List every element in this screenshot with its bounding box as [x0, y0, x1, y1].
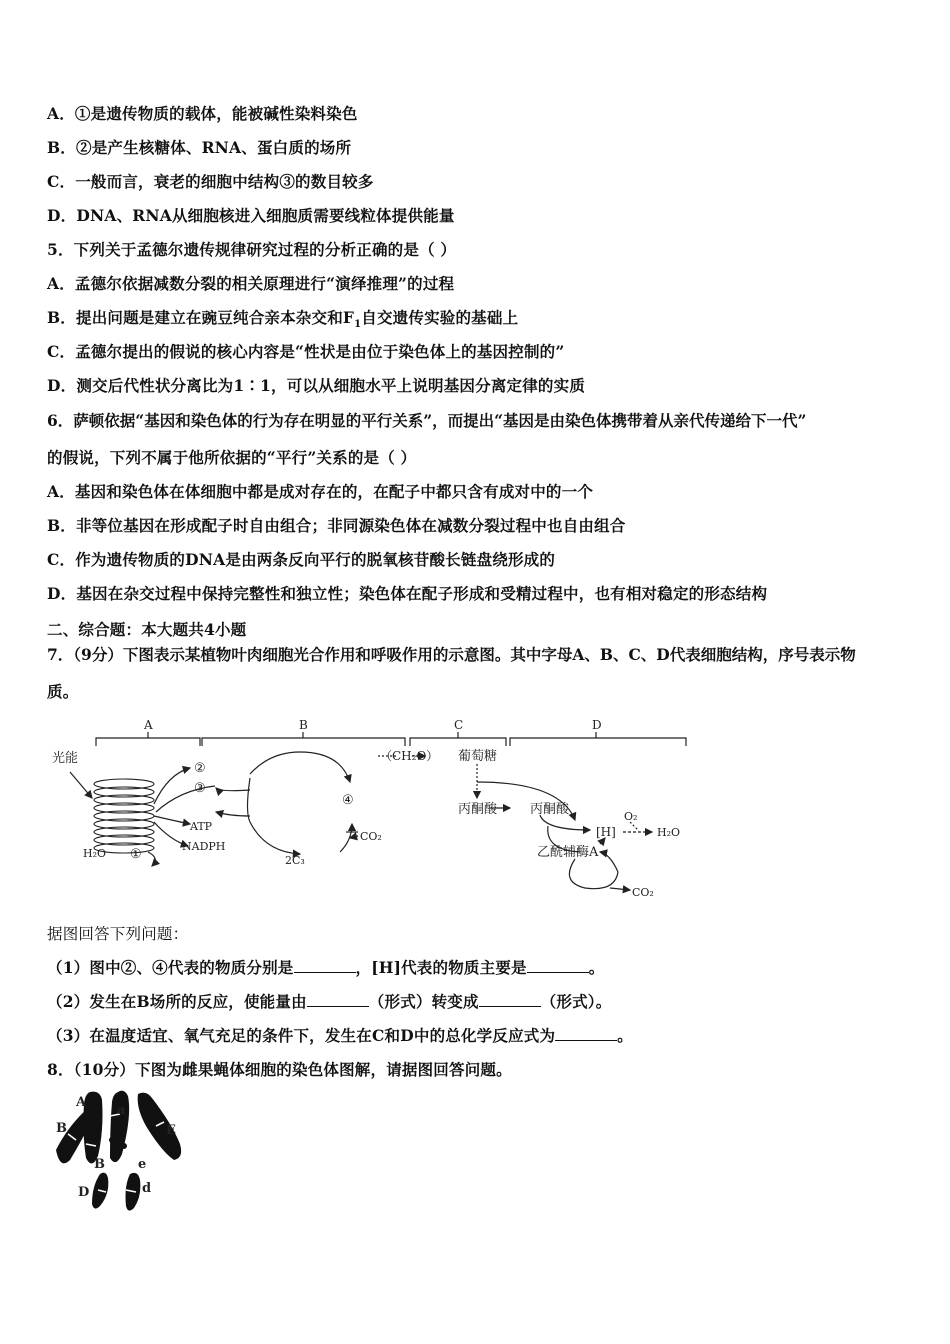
substance-3-label: ③ — [194, 781, 206, 796]
gene-d-label: d — [142, 1181, 152, 1196]
q5-option-d: D．测交后代性状分离比为1∶1，可以从细胞水平上说明基因分离定律的实质 — [47, 376, 586, 395]
substance-1-label: ① — [130, 847, 142, 862]
water-d-label: H₂O — [657, 826, 681, 839]
answer-blank[interactable] — [555, 1028, 617, 1041]
q6-option-c: C．作为遗传物质的DNA是由两条反向平行的脱氧核苷酸长链盘绕形成的 — [47, 550, 556, 569]
oxygen-label: O₂ — [624, 810, 638, 823]
gene-D-label: D — [78, 1185, 90, 1200]
pyruvate-c-label: 丙酮酸 — [458, 802, 498, 817]
region-d-label: D — [592, 718, 602, 732]
q4-option-c: C．一般而言，衰老的细胞中结构③的数目较多 — [47, 172, 374, 191]
ch2o-label: （CH₂O） — [380, 749, 439, 763]
q4-option-a: A．①是遗传物质的载体，能被碱性染料染色 — [47, 104, 358, 123]
glucose-label: 葡萄糖 — [458, 749, 498, 764]
atp-label: ATP — [190, 820, 213, 833]
region-b-label: B — [299, 718, 308, 732]
q7-stem-line2: 质。 — [47, 682, 79, 701]
gene-e-label: e — [138, 1157, 147, 1172]
gene-B-label: B — [56, 1121, 67, 1136]
pyruvate-d-label: 丙酮酸 — [530, 802, 570, 817]
region-a-label: A — [144, 718, 153, 732]
gene-a-label: a — [117, 1103, 126, 1118]
c3-label: 2C₃ — [285, 854, 305, 867]
q8-stem: 8．（10分）下图为雌果蝇体细胞的染色体图解，请据图回答问题。 — [47, 1060, 512, 1079]
q7-stem-line1: 7．（9分）下图表示某植物叶肉细胞光合作用和呼吸作用的示意图。其中字母A、B、C、D代表细胞结构，序号表示物 — [47, 645, 856, 664]
q6-option-d: D．基因在杂交过程中保持完整性和独立性；染色体在配子形成和受精过程中，也有相对稳定的形态结构 — [47, 584, 768, 603]
acetyl-coa-label: 乙酰辅酶A — [537, 845, 599, 860]
gene-A-label: A — [76, 1095, 87, 1110]
q7-sub2: （2）发生在B场所的反应，使能量由 （形式）转变成 （形式）。 — [47, 992, 612, 1011]
photosynthesis-respiration-diagram — [40, 712, 700, 907]
section-heading: 二、综合题：本大题共4小题 — [47, 620, 247, 639]
q5-stem: 5．下列关于孟德尔遗传规律研究过程的分析正确的是（ ） — [47, 240, 457, 259]
light-energy-label: 光能 — [52, 751, 79, 766]
q7-sub1: （1）图中②、④代表的物质分别是 ，[H]代表的物质主要是 。 — [47, 958, 605, 977]
water-label: H₂O — [83, 847, 107, 860]
q7-intro: 据图回答下列问题： — [47, 925, 189, 943]
q6-stem-line1: 6．萨顿依据“基因和染色体的行为存在明显的平行关系”，而提出“基因是由染色体携带着从亲代传递给下一代” — [47, 411, 807, 430]
q6-stem-line2: 的假说，下列不属于他所依据的“平行”关系的是（ ） — [47, 448, 417, 467]
q6-option-b: B．非等位基因在形成配子时自由组合；非同源染色体在减数分裂过程中也自由组合 — [47, 516, 626, 535]
q5-option-a: A．孟德尔依据减数分裂的相关原理进行“演绎推理”的过程 — [47, 274, 455, 293]
region-c-label: C — [454, 718, 464, 732]
q6-option-a: A．基因和染色体在体细胞中都是成对存在的，在配子中都只含有成对中的一个 — [47, 482, 594, 501]
substance-4-label: ④ — [342, 793, 354, 808]
q7-sub3: （3）在温度适宜、氧气充足的条件下，发生在C和D中的总化学反应式为 。 — [47, 1026, 633, 1045]
co2-d-label: CO₂ — [632, 886, 654, 899]
answer-blank[interactable] — [479, 994, 541, 1007]
fruit-fly-chromosome-diagram — [48, 1086, 198, 1216]
answer-blank[interactable] — [307, 994, 369, 1007]
nadph-label: NADPH — [182, 840, 226, 853]
hydrogen-label: [H] — [596, 825, 616, 839]
answer-blank[interactable] — [527, 960, 589, 973]
q4-option-d: D．DNA、RNA从细胞核进入细胞质需要线粒体提供能量 — [47, 206, 455, 225]
q5-option-b: B．提出问题是建立在豌豆纯合亲本杂交和$F_1$自交遗传实验的基础上 — [47, 308, 519, 331]
gene-B2-label: B — [94, 1157, 105, 1172]
substance-2-label: ② — [194, 761, 206, 776]
co2-b-label: CO₂ — [360, 830, 382, 843]
answer-blank[interactable] — [294, 960, 356, 973]
gene-E-label: E — [166, 1123, 176, 1138]
q4-option-b: B．②是产生核糖体、RNA、蛋白质的场所 — [47, 138, 352, 157]
q5-option-c: C．孟德尔提出的假说的核心内容是“性状是由位于染色体上的基因控制的” — [47, 342, 565, 361]
